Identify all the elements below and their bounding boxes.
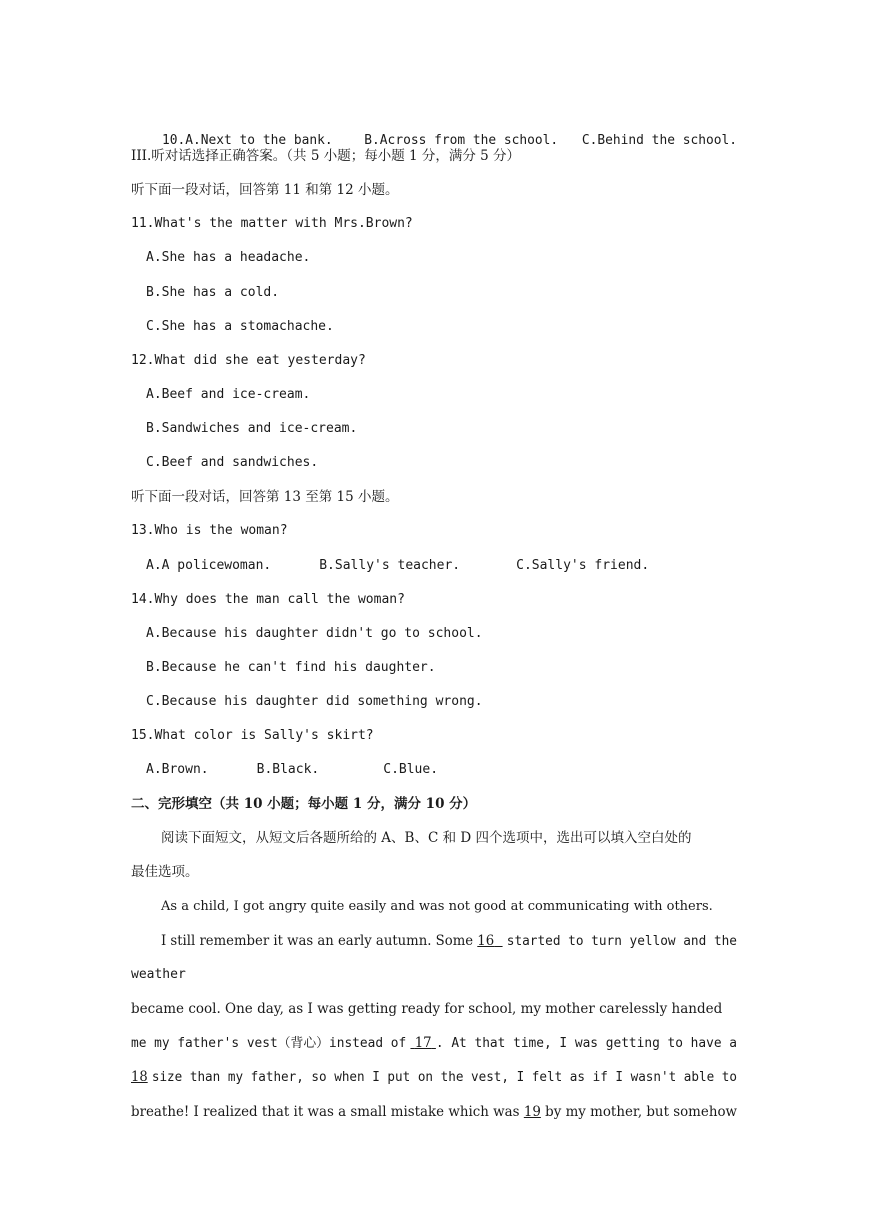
section2-title: 二、完形填空（共 10 小题；每小题 1 分，满分 10 分） bbox=[131, 796, 477, 812]
q10-option-b: B.Across from the school. bbox=[364, 133, 559, 148]
passage-p3: became cool. One day, as I was getting ready for school, my mother carelessly handed bbox=[131, 1001, 723, 1017]
q10-option-a: A.Next to the bank. bbox=[185, 133, 333, 148]
q15-option-a: A.Brown. bbox=[146, 762, 209, 777]
q13-option-b: B.Sally's teacher. bbox=[319, 558, 461, 573]
passage-p2-c: weather bbox=[131, 967, 186, 982]
q12-option-a: A.Beef and ice-cream. bbox=[146, 387, 311, 402]
instructions-line1: 阅读下面短文，从短文后各题所给的 A、B、C 和 D 四个选项中，选出可以填入空白处的 bbox=[161, 830, 692, 846]
instructions-line2: 最佳选项。 bbox=[131, 864, 199, 880]
q11-option-b: B.She has a cold. bbox=[146, 285, 280, 300]
q15-options bbox=[146, 761, 438, 779]
passage-p5-b: size than my father, so when I put on the vest, I felt as if I wasn't able to bbox=[151, 1070, 737, 1085]
dialog1-intro: 听下面一段对话，回答第 11 和第 12 小题。 bbox=[131, 182, 399, 198]
q15-option-c: C.Blue. bbox=[383, 762, 439, 777]
passage-line6 bbox=[131, 1103, 737, 1121]
q13-option-c: C.Sally's friend. bbox=[516, 558, 650, 573]
q12-option-b: B.Sandwiches and ice-cream. bbox=[146, 421, 358, 436]
passage-line2 bbox=[161, 932, 737, 951]
blank-16: 16 bbox=[477, 933, 495, 949]
q12-option-c: C.Beef and sandwiches. bbox=[146, 455, 319, 470]
q14-question: 14.Why does the man call the woman? bbox=[131, 592, 405, 607]
q15-question: 15.What color is Sally's skirt? bbox=[131, 728, 374, 743]
blank-17: 17 bbox=[414, 1035, 432, 1051]
passage-p4-b: . At that time, I was getting to have a bbox=[435, 1036, 738, 1051]
q13-options bbox=[146, 557, 649, 575]
q11-option-a: A.She has a headache. bbox=[146, 250, 311, 265]
q15-option-b: B.Black. bbox=[256, 762, 320, 777]
passage-line5 bbox=[131, 1068, 737, 1087]
dialog2-intro: 听下面一段对话，回答第 13 至第 15 小题。 bbox=[131, 489, 399, 505]
q11-option-c: C.She has a stomachache. bbox=[146, 319, 334, 334]
q14-option-c: C.Because his daughter did something wrong. bbox=[146, 694, 483, 709]
section3-title: III.听对话选择正确答案。（共 5 小题；每小题 1 分，满分 5 分） bbox=[131, 148, 521, 164]
passage-p6-b: by my mother, but somehow bbox=[545, 1104, 738, 1120]
q10-option-c: C.Behind the school. bbox=[581, 133, 737, 148]
blank-18: 18 bbox=[131, 1069, 148, 1085]
passage-p1: As a child, I got angry quite easily and was not good at communicating with others. bbox=[161, 899, 713, 914]
q14-option-b: B.Because he can't find his daughter. bbox=[146, 660, 436, 675]
passage-line4 bbox=[131, 1034, 737, 1053]
passage-p2-b: started to turn yellow and the bbox=[506, 934, 737, 949]
q10-label: 10. bbox=[162, 133, 186, 148]
q14-option-a: A.Because his daughter didn't go to school. bbox=[146, 626, 483, 641]
passage-p6-a: breathe! I realized that it was a small mistake which was bbox=[131, 1104, 520, 1120]
blank-19: 19 bbox=[523, 1104, 541, 1120]
q13-option-a: A.A policewoman. bbox=[146, 558, 272, 573]
q11-question: 11.What's the matter with Mrs.Brown? bbox=[131, 216, 413, 231]
passage-p2-a: I still remember it was an early autumn. Some bbox=[161, 933, 474, 949]
q13-question: 13.Who is the woman? bbox=[131, 523, 288, 538]
passage-p4-a: me my father's vest（背心）instead of bbox=[131, 1036, 407, 1051]
q12-question: 12.What did she eat yesterday? bbox=[131, 353, 366, 368]
